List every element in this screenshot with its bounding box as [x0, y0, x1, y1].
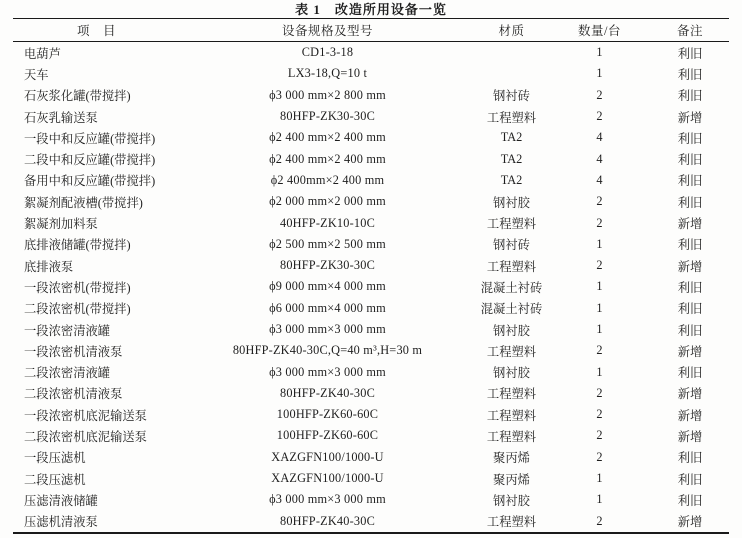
cell-remark: 新增 — [677, 344, 703, 359]
table-row — [13, 468, 729, 489]
cell-remark: 利旧 — [677, 302, 703, 317]
cell-remark: 利旧 — [677, 493, 703, 508]
table-row — [13, 511, 729, 533]
cell-item: 石灰浆化罐(带搅拌) — [24, 89, 131, 104]
cell-remark: 利旧 — [677, 451, 703, 466]
table-row — [13, 447, 729, 468]
cell-spec-model: 40HFP-ZK10-10C — [279, 215, 376, 230]
table-row — [13, 340, 729, 361]
table-row — [13, 42, 729, 64]
cell-quantity: 2 — [596, 407, 603, 422]
cell-quantity: 1 — [596, 279, 603, 294]
cell-remark: 新增 — [677, 217, 703, 232]
cell-material: 工程塑料 — [486, 259, 537, 274]
cell-remark: 利旧 — [677, 323, 703, 338]
equipment-table-body — [13, 42, 729, 533]
cell-material: 钢衬砖 — [493, 89, 530, 104]
cell-item: 天车 — [24, 67, 49, 82]
cell-remark: 利旧 — [677, 472, 703, 487]
cell-quantity: 4 — [596, 172, 603, 187]
cell-spec-model: 80HFP-ZK30-30C — [279, 258, 376, 273]
cell-material: TA2 — [500, 130, 523, 145]
cell-remark: 新增 — [677, 515, 703, 530]
cell-spec-model: XAZGFN100/1000-U — [271, 449, 384, 464]
cell-material: 工程塑料 — [486, 515, 537, 530]
table-row — [13, 298, 729, 319]
table-caption: 表 1 改造所用设备一览 — [295, 2, 447, 17]
cell-remark: 新增 — [677, 110, 703, 125]
column-header-item: 项 目 — [13, 19, 180, 42]
table-row — [13, 63, 729, 84]
cell-material: 混凝土衬砖 — [480, 302, 543, 317]
table-row — [13, 383, 729, 404]
cell-item: 絮凝剂加料泵 — [24, 217, 98, 232]
cell-item: 压滤清液储罐 — [24, 493, 98, 508]
cell-material: 钢衬砖 — [493, 238, 530, 253]
cell-material: 工程塑料 — [486, 217, 537, 232]
cell-spec-model: ϕ2 400 mm×2 400 mm — [269, 151, 386, 166]
table-row — [13, 255, 729, 276]
cell-spec-model: ϕ2 500 mm×2 500 mm — [269, 236, 386, 251]
cell-item: 一段压滤机 — [24, 451, 86, 466]
cell-spec-model: ϕ6 000 mm×4 000 mm — [269, 300, 386, 315]
cell-material: 钢衬胶 — [493, 493, 530, 508]
table-row — [13, 489, 729, 510]
cell-quantity: 4 — [596, 151, 603, 166]
cell-item: 二段浓密机清液泵 — [24, 387, 123, 402]
cell-quantity: 2 — [596, 215, 603, 230]
cell-spec-model: LX3-18,Q=10 t — [287, 66, 368, 81]
cell-material: 聚丙烯 — [493, 472, 530, 487]
cell-quantity: 1 — [596, 364, 603, 379]
table-row — [13, 404, 729, 425]
cell-item: 二段浓密清液罐 — [24, 366, 111, 381]
cell-quantity: 1 — [596, 492, 603, 507]
table-row — [13, 85, 729, 106]
equipment-table-header — [13, 19, 729, 42]
cell-material — [475, 42, 548, 64]
cell-remark: 利旧 — [677, 366, 703, 381]
cell-item: 压滤机清液泵 — [24, 515, 98, 530]
cell-quantity: 1 — [596, 66, 603, 81]
cell-item: 一段浓密机(带搅拌) — [24, 280, 131, 295]
cell-item: 电葫芦 — [24, 46, 61, 61]
cell-spec-model: 80HFP-ZK40-30C — [279, 513, 376, 528]
table-row — [13, 425, 729, 446]
column-header-material: 材质 — [475, 19, 548, 42]
cell-remark: 利旧 — [677, 153, 703, 168]
column-header-quantity: 数量/台 — [548, 19, 651, 42]
cell-quantity: 2 — [596, 449, 603, 464]
cell-remark: 新增 — [677, 387, 703, 402]
table-row — [13, 170, 729, 191]
cell-spec-model: 100HFP-ZK60-60C — [276, 407, 379, 422]
cell-item: 絮凝剂配液槽(带搅拌) — [24, 195, 143, 210]
cell-spec-model: ϕ2 000 mm×2 000 mm — [269, 194, 386, 209]
cell-quantity: 1 — [596, 300, 603, 315]
cell-material: 钢衬胶 — [493, 366, 530, 381]
cell-material: 工程塑料 — [486, 429, 537, 444]
table-row — [13, 276, 729, 297]
cell-item: 备用中和反应罐(带搅拌) — [24, 174, 156, 189]
table-row — [13, 106, 729, 127]
column-header-spec-model: 设备规格及型号 — [180, 19, 475, 42]
column-header-remark: 备注 — [651, 19, 729, 42]
cell-spec-model: 100HFP-ZK60-60C — [276, 428, 379, 443]
cell-quantity: 1 — [596, 471, 603, 486]
cell-material: 工程塑料 — [486, 408, 537, 423]
cell-material: 混凝土衬砖 — [480, 280, 543, 295]
cell-item: 二段浓密机底泥输送泵 — [24, 429, 147, 444]
table-row — [13, 191, 729, 212]
cell-remark: 利旧 — [677, 195, 703, 210]
cell-material: 工程塑料 — [486, 110, 537, 125]
cell-material: 工程塑料 — [486, 387, 537, 402]
cell-quantity: 2 — [596, 109, 603, 124]
cell-remark: 利旧 — [677, 46, 703, 61]
table-row — [13, 212, 729, 233]
cell-quantity: 2 — [596, 428, 603, 443]
table-row — [13, 148, 729, 169]
cell-remark: 新增 — [677, 408, 703, 423]
cell-remark: 利旧 — [677, 131, 703, 146]
cell-item: 二段浓密机(带搅拌) — [24, 302, 131, 317]
cell-material: 工程塑料 — [486, 344, 537, 359]
table-row — [13, 127, 729, 148]
cell-material: 钢衬胶 — [493, 195, 530, 210]
cell-item: 二段中和反应罐(带搅拌) — [24, 153, 156, 168]
cell-quantity: 2 — [596, 258, 603, 273]
cell-spec-model: ϕ3 000 mm×3 000 mm — [269, 364, 386, 379]
cell-remark: 利旧 — [677, 238, 703, 253]
cell-item: 一段浓密机清液泵 — [24, 344, 123, 359]
cell-item: 二段压滤机 — [24, 472, 86, 487]
cell-spec-model: ϕ2 400 mm×2 400 mm — [269, 130, 386, 145]
cell-item: 一段浓密机底泥输送泵 — [24, 408, 147, 423]
cell-spec-model: 80HFP-ZK30-30C — [279, 109, 376, 124]
cell-quantity: 2 — [596, 343, 603, 358]
cell-material: 钢衬胶 — [493, 323, 530, 338]
equipment-table — [13, 18, 729, 534]
cell-item: 底排液泵 — [24, 259, 74, 274]
header-row — [13, 19, 729, 42]
table-row — [13, 361, 729, 382]
cell-quantity: 2 — [596, 385, 603, 400]
cell-spec-model: CD1-3-18 — [301, 45, 354, 60]
cell-remark: 新增 — [677, 259, 703, 274]
cell-quantity: 2 — [596, 87, 603, 102]
cell-spec-model: 80HFP-ZK40-30C — [279, 385, 376, 400]
cell-quantity: 4 — [596, 130, 603, 145]
cell-spec-model: ϕ3 000 mm×2 800 mm — [269, 87, 386, 102]
cell-quantity: 1 — [596, 45, 603, 60]
cell-remark: 利旧 — [677, 280, 703, 295]
cell-quantity: 2 — [596, 513, 603, 528]
cell-spec-model: ϕ3 000 mm×3 000 mm — [269, 322, 386, 336]
cell-remark: 利旧 — [677, 89, 703, 104]
cell-item: 底排液储罐(带搅拌) — [24, 238, 131, 253]
table-row — [13, 234, 729, 255]
cell-item: 石灰乳输送泵 — [24, 110, 98, 125]
cell-spec-model: ϕ2 400mm×2 400 mm — [270, 172, 385, 187]
cell-quantity: 1 — [596, 322, 603, 336]
cell-spec-model: 80HFP-ZK40-30C,Q=40 m³,H=30 m — [232, 343, 423, 358]
cell-spec-model: ϕ9 000 mm×4 000 mm — [269, 279, 386, 294]
cell-quantity: 1 — [596, 236, 603, 251]
table-row — [13, 319, 729, 340]
cell-spec-model: ϕ3 000 mm×3 000 mm — [269, 492, 386, 507]
cell-material: TA2 — [500, 151, 523, 166]
cell-quantity: 2 — [596, 194, 603, 209]
cell-item: 一段中和反应罐(带搅拌) — [24, 131, 156, 146]
cell-material — [475, 63, 548, 84]
cell-item: 一段浓密清液罐 — [24, 323, 111, 338]
cell-remark: 利旧 — [677, 174, 703, 189]
cell-remark: 利旧 — [677, 67, 703, 82]
cell-spec-model: XAZGFN100/1000-U — [271, 471, 384, 486]
cell-material: TA2 — [500, 172, 523, 187]
cell-remark: 新增 — [677, 429, 703, 444]
cell-material: 聚丙烯 — [493, 451, 530, 466]
